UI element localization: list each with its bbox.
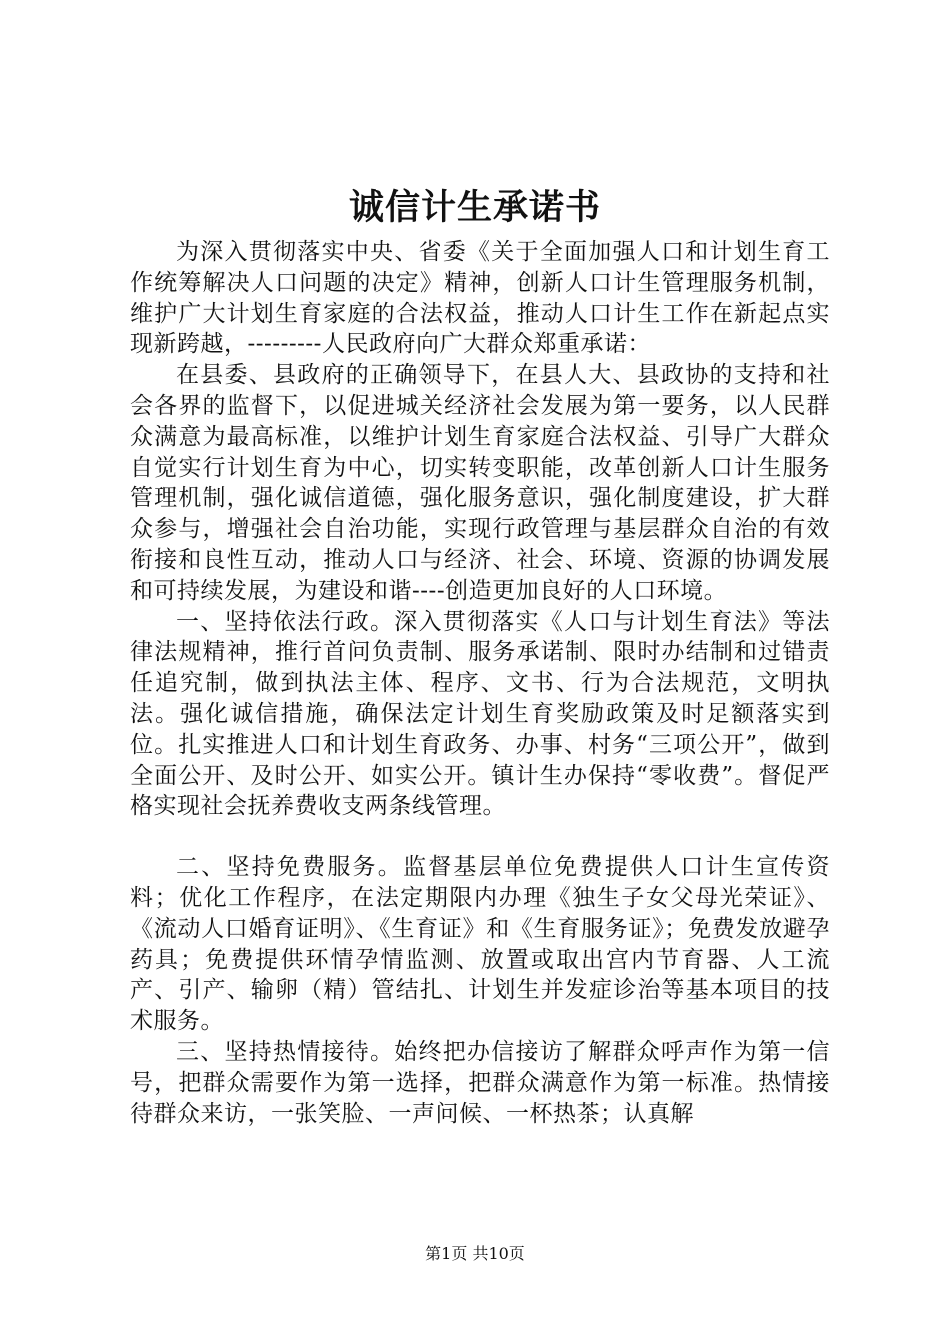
section-three-paragraph: 三、坚持热情接待。始终把办信接访了解群众呼声作为第一信号，把群众需要作为第一选择，把群众满意作为第一标准。热情接待群众来访，一张笑脸、一声问候、一杯热茶；认真解: [130, 1038, 830, 1127]
commitment-paragraph: 在县委、县政府的正确领导下，在县人大、县政协的支持和社会各界的监督下，以促进城关经济社会发展为第一要务，以人民群众满意为最高标准，以维护计划生育家庭合法权益、引导广大群众自觉实行计划生育为中心，切实转变职能，改革创新人口计生服务管理机制，强化诚信道德，强化服务意识，强化制度建设，扩大群众参与，增强社会自治功能，实现行政管理与基层群众自治的有效衔接和良性互动，推动人口与经济、社会、环境、资源的协调发展和可持续发展，为建设和谐----创造更加良好的人口环境。: [130, 362, 830, 604]
section-one-paragraph: 一、坚持依法行政。深入贯彻落实《人口与计划生育法》等法律法规精神，推行首问负责制、服务承诺制、限时办结制和过错责任追究制，做到执法主体、程序、文书、行为合法规范，文明执法。强化诚信措施，确保法定计划生育奖励政策及时足额落实到位。扎实推进人口和计划生育政务、办事、村务“三项公开”，做到全面公开、及时公开、如实公开。镇计生办保持“零收费”。督促严格实现社会抚养费收支两条线管理。: [130, 608, 830, 820]
document-body: [130, 237, 830, 1129]
page-number-footer: 第1页 共10页: [425, 1244, 525, 1263]
document-title: 诚信计生承诺书: [348, 187, 601, 228]
intro-paragraph: 为深入贯彻落实中央、省委《关于全面加强人口和计划生育工作统筹解决人口问题的决定》精神，创新人口计生管理服务机制，维护广大计划生育家庭的合法权益，推动人口计生工作在新起点实现新跨越，---------人民政府向广大群众郑重承诺：: [130, 239, 830, 358]
section-two-paragraph: 二、坚持免费服务。监督基层单位免费提供人口计生宣传资料；优化工作程序，在法定期限内办理《独生子女父母光荣证》、《流动人口婚育证明》、《生育证》和《生育服务证》；免费发放避孕药具；免费提供环情孕情监测、放置或取出宫内节育器、人工流产、引产、输卵（精）管结扎、计划生并发症诊治等基本项目的技术服务。: [130, 854, 830, 1035]
